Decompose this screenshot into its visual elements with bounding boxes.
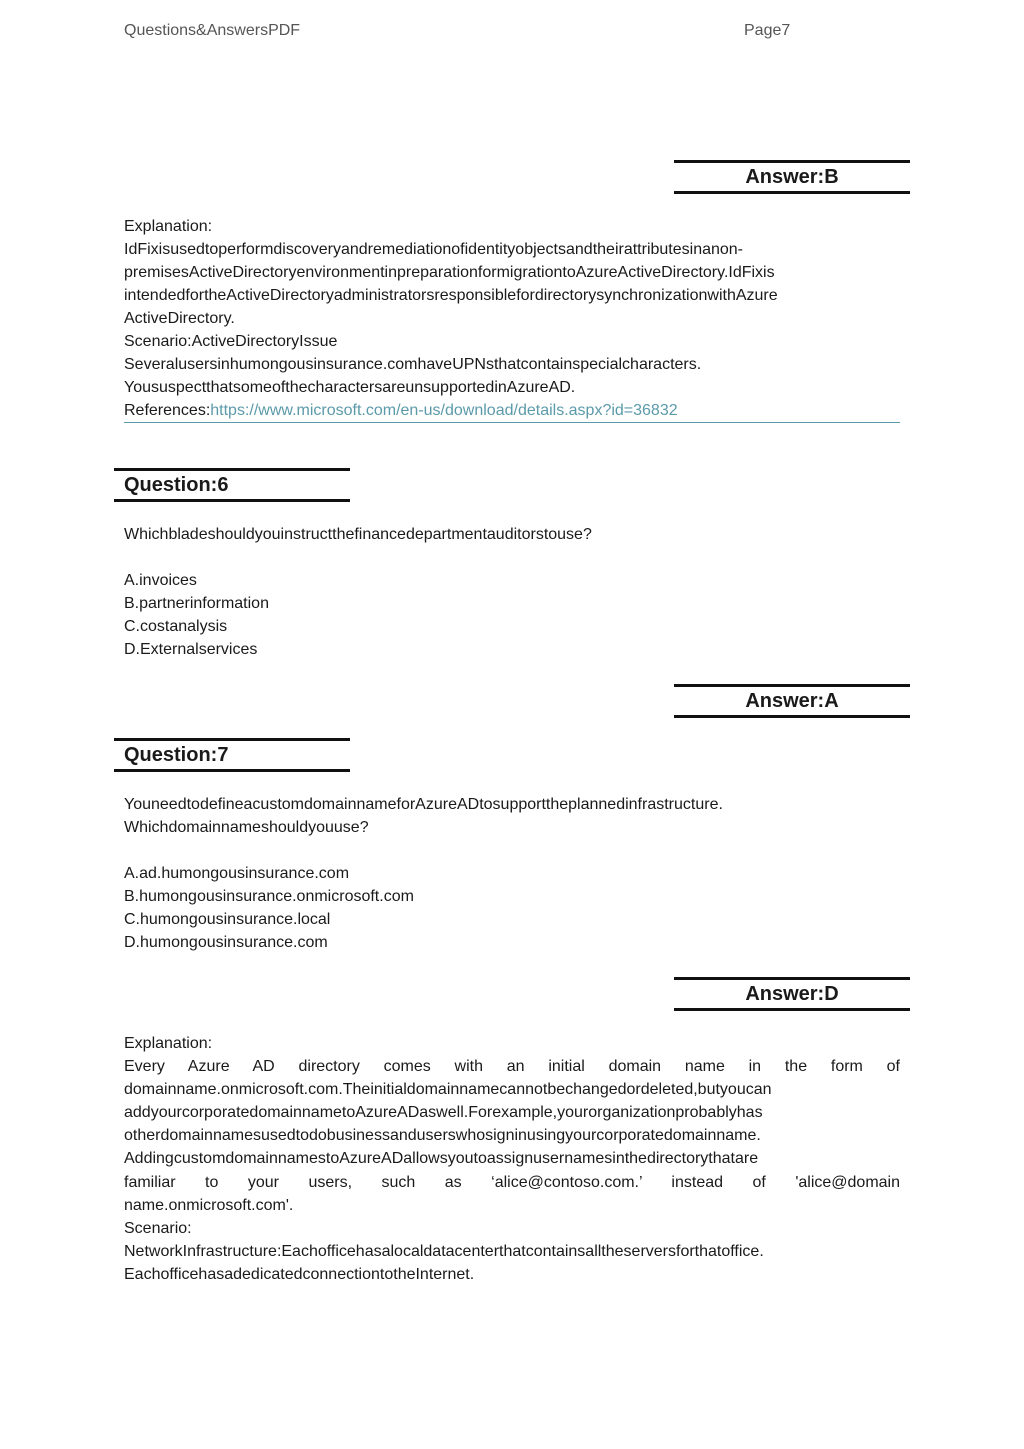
q5-explanation-line: intendedfortheActiveDirectoryadministratorsresponsiblefordirectorysynchronizationwithAzure: [124, 287, 778, 304]
question-6-option: C.costanalysis: [124, 618, 228, 635]
q7-explanation-line: name.onmicrosoft.com'.: [124, 1197, 294, 1214]
q7-answer: Answer:D: [674, 977, 910, 1011]
references-link[interactable]: https://www.microsoft.com/en-us/download/details.aspx?id=36832: [210, 402, 678, 419]
question-7-text: YouneedtodefineacustomdomainnameforAzureADtosupporttheplannedinfrastructure.: [124, 796, 723, 813]
q7-explanation-line: EachofficehasadedicatedconnectiontotheInternet.: [124, 1266, 475, 1283]
header-left: Questions&AnswersPDF: [124, 22, 301, 39]
references-line: [124, 400, 900, 423]
q5-explanation-line: ActiveDirectory.: [124, 310, 235, 327]
q5-explanation-line: Scenario:ActiveDirectoryIssue: [124, 333, 338, 350]
q7-explanation-line: familiar to your users, such as ‘alice@contoso.com.’ instead of 'alice@domain: [124, 1174, 900, 1191]
references-label: References:: [124, 402, 211, 419]
question-7-option: C.humongousinsurance.local: [124, 911, 331, 928]
q7-explanation-line: AddingcustomdomainnamestoAzureADallowsyoutoassignusernamesinthedirectorythatare: [124, 1150, 759, 1167]
q5-explanation-line: YoususpectthatsomeofthecharactersareunsupportedinAzureAD.: [124, 379, 576, 396]
q7-explanation-label: Explanation:: [124, 1035, 213, 1052]
question-7-option: B.humongousinsurance.onmicrosoft.com: [124, 888, 414, 905]
q7-explanation-line: Every Azure AD directory comes with an initial domain name in the form of: [124, 1058, 900, 1075]
question-6-option: B.partnerinformation: [124, 595, 269, 612]
question-7-title: Question:7: [124, 744, 229, 766]
q5-answer: Answer:B: [674, 160, 910, 194]
question-7-heading: [114, 738, 350, 772]
q6-answer: Answer:A: [674, 684, 910, 718]
question-6-title: Question:6: [124, 474, 229, 496]
question-6-option: D.Externalservices: [124, 641, 258, 658]
question-7-option: D.humongousinsurance.com: [124, 934, 328, 951]
q5-explanation-line: Severalusersinhumongousinsurance.comhaveUPNsthatcontainspecialcharacters.: [124, 356, 702, 373]
q5-explanation-label: Explanation:: [124, 218, 213, 235]
page-number: Page7: [744, 22, 791, 39]
q5-explanation-line: premisesActiveDirectoryenvironmentinpreparationformigrationtoAzureActiveDirectory.IdFixis: [124, 264, 775, 281]
question-6-option: A.invoices: [124, 572, 197, 589]
q7-explanation-line: NetworkInfrastructure:Eachofficehasalocaldatacenterthatcontainsalltheserversforthatoffice.: [124, 1243, 764, 1260]
q7-explanation-line: domainname.onmicrosoft.com.Theinitialdomainnamecannotbechangedordeleted,butyoucan: [124, 1081, 772, 1098]
q7-explanation-line: otherdomainnamesusedtodobusinessanduserswhosigninusingyourcorporatedomainname.: [124, 1127, 761, 1144]
q7-explanation-line: Scenario:: [124, 1220, 192, 1237]
question-6-text: Whichbladeshouldyouinstructthefinancedepartmentauditorstouse?: [124, 526, 592, 543]
question-6-heading: [114, 468, 350, 502]
question-7-option: A.ad.humongousinsurance.com: [124, 865, 350, 882]
q7-explanation-line: addyourcorporatedomainnametoAzureADaswell.Forexample,yourorganizationprobablyhas: [124, 1104, 763, 1121]
question-7-text: Whichdomainnameshouldyouuse?: [124, 819, 369, 836]
q5-explanation-line: IdFixisusedtoperformdiscoveryandremediationofidentityobjectsandtheirattributesinanon-: [124, 241, 744, 258]
